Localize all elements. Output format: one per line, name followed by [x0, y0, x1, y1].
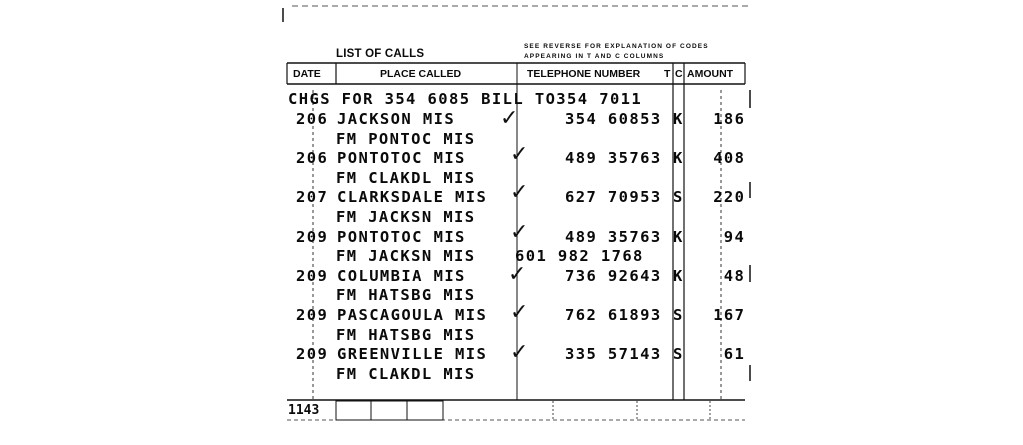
call-date: 209	[296, 345, 329, 364]
call-code: S	[673, 306, 684, 324]
call-place: PONTOTOC MIS	[337, 227, 466, 246]
checkmark-icon: ✓	[508, 262, 527, 287]
call-origin: FM PONTOC MIS	[336, 129, 476, 148]
call-telephone-number: 601 982 1768	[515, 247, 644, 266]
column-header-telephone: TELEPHONE NUMBER	[527, 68, 641, 80]
call-telephone-number: 489 35763	[565, 149, 662, 168]
call-origin: FM CLAKDL MIS	[336, 364, 476, 383]
charges-line: CHGS FOR 354 6085 BILL TO354 7011	[288, 90, 643, 108]
call-amount: 94	[723, 227, 746, 246]
call-code: K	[673, 149, 684, 168]
call-date: 206	[296, 149, 329, 168]
call-origin: FM JACKSN MIS	[336, 247, 476, 266]
call-telephone-number: 762 61893	[565, 306, 662, 324]
checkmark-icon: ✓	[510, 340, 529, 365]
call-origin: FM CLAKDL MIS	[336, 168, 476, 187]
call-telephone-number: 736 92643	[565, 266, 662, 285]
call-amount: 186	[713, 110, 746, 128]
call-telephone-number: 489 35763	[565, 227, 662, 246]
column-header-amount: AMOUNT	[687, 68, 734, 80]
call-amount: 220	[713, 188, 746, 207]
footer-code: 1143	[288, 403, 320, 418]
codes-note-line-2: APPEARING IN T AND C COLUMNS	[524, 53, 665, 60]
checkmark-icon: ✓	[510, 300, 529, 325]
column-header-place: PLACE CALLED	[380, 68, 462, 80]
checkmark-icon: ✓	[510, 142, 529, 167]
list-title: LIST OF CALLS	[336, 48, 425, 60]
call-telephone-number: 335 57143	[565, 345, 662, 364]
checkmark-icon: ✓	[500, 106, 519, 131]
call-amount: 408	[713, 149, 746, 168]
call-place: PASCAGOULA MIS	[337, 306, 488, 324]
call-origin: FM JACKSN MIS	[336, 208, 476, 226]
call-date: 209	[296, 266, 329, 285]
call-code: K	[673, 266, 684, 285]
call-place: JACKSON MIS	[337, 110, 456, 128]
column-header-date: DATE	[293, 68, 321, 80]
call-origin: FM HATSBG MIS	[336, 286, 476, 305]
call-date: 207	[296, 188, 329, 207]
call-date: 209	[296, 227, 329, 246]
checkmark-icon: ✓	[510, 180, 529, 205]
call-date: 206	[296, 110, 329, 128]
call-place: CLARKSDALE MIS	[337, 188, 488, 207]
call-amount: 61	[723, 345, 746, 364]
call-code: S	[673, 345, 684, 364]
call-place: PONTOTOC MIS	[337, 149, 466, 168]
call-code: K	[673, 227, 684, 246]
call-code: S	[673, 188, 684, 207]
checkmark-icon: ✓	[510, 220, 529, 245]
codes-note-line-1: SEE REVERSE FOR EXPLANATION OF CODES	[524, 43, 709, 50]
call-telephone-number: 354 60853	[565, 110, 662, 128]
call-place: GREENVILLE MIS	[337, 345, 488, 364]
column-header-t: T	[664, 68, 671, 80]
call-amount: 48	[723, 266, 746, 285]
call-date: 209	[296, 306, 329, 324]
column-header-c: C	[675, 68, 683, 80]
call-code: K	[673, 110, 684, 128]
call-amount: 167	[713, 306, 746, 324]
call-telephone-number: 627 70953	[565, 188, 662, 207]
call-origin: FM HATSBG MIS	[336, 325, 476, 344]
call-place: COLUMBIA MIS	[337, 266, 466, 285]
